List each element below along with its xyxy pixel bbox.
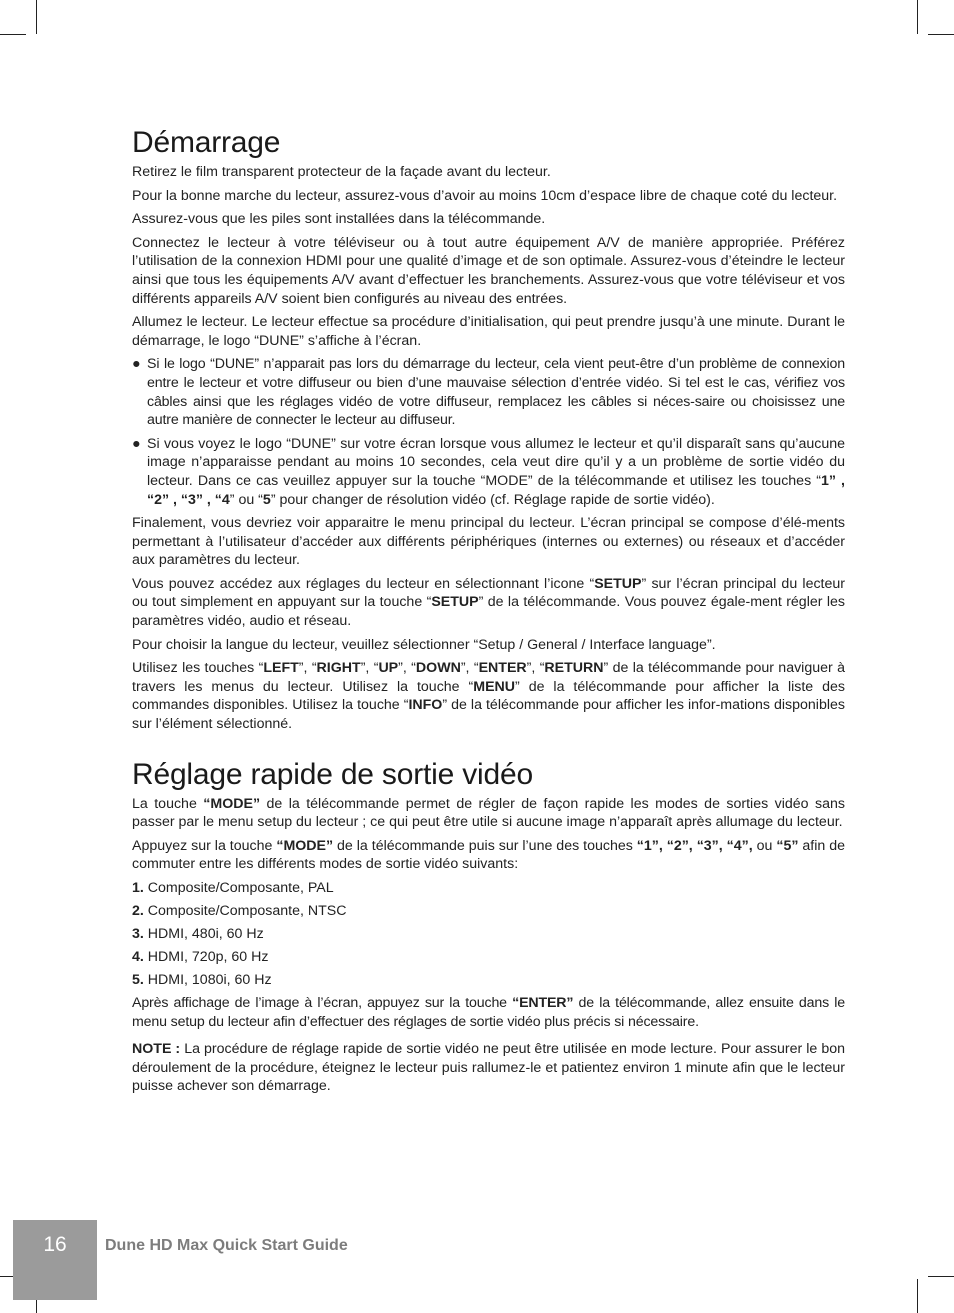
paragraph: Connectez le lecteur à votre téléviseur ou à tout autre équipement A/V de manière appropriée. Préférez l’utilisation de la connexion HDMI pour une qualité d’image et de son optimale. Assurez-vous d’éteindre le lecteur ainsi que tous les équipements A/V avant d’effectuer les branchements. Assurez-vous que votre téléviseur et vos différents appareils A/V soient bien configurés au niveau des entrées. (132, 234, 845, 307)
paragraph: Finalement, vous devriez voir apparaitre le menu principal du lecteur. L’écran principal se compose d’élé-ments permettant à l’utilisateur d’accéder aux différents périphériques (internes ou externes) ou réseaux et d’accéder aux paramètres du lecteur. (132, 515, 845, 569)
page-content (132, 124, 845, 1101)
text: Après affichage de l’image à l’écran, appuyez sur la touche (132, 994, 513, 1011)
section-title-reglage-video: Réglage rapide de sortie vidéo (132, 757, 533, 791)
mode-item-5 (132, 971, 845, 990)
paragraph: Pour choisir la langue du lecteur, veuillez sélectionner “Setup / General / Interface language”. (132, 636, 716, 653)
page-number: 16 (43, 1233, 67, 1256)
bullet-icon: ● (132, 356, 141, 373)
bullet-text: Si le logo “DUNE” n’apparait pas lors du démarrage du lecteur, cela vient peut-être d’un problème de connexion entre le lecteur et votre diffuseur ou bien d’une mauvaise sélection d’entrée vidéo. Si tel est le cas, vérifiez vos câbles ainsi que les réglages vidéo de votre diffuseur, remplacez les câbles si néces-saire ou choisissez une autre manière de connecter le lecteur au diffuseur. (147, 356, 845, 429)
separator: ”, “ (398, 660, 416, 677)
key-label: “ENTER” (512, 994, 574, 1011)
key-label: LEFT (263, 660, 299, 677)
crop-mark (928, 1276, 954, 1277)
key-label: 4 (221, 491, 230, 508)
mode-item-3 (132, 925, 845, 944)
key-label: 3 (188, 491, 196, 508)
separator: ”, “ (460, 660, 479, 677)
mode-label: HDMI, 1080i, 60 Hz (143, 971, 272, 988)
key-label: INFO (408, 697, 443, 714)
mode-item-2 (132, 902, 845, 921)
paragraph: Pour la bonne marche du lecteur, assurez-vous d’avoir au moins 10cm d’espace libre de chaque coté du lecteur. (132, 187, 838, 204)
bullet-item (132, 435, 845, 509)
text: ” de la télécommande pour naviguer à travers les menus du lecteur. Utilisez la touche “ (132, 660, 845, 695)
crop-mark (917, 0, 918, 34)
key-label: SETUP (431, 594, 479, 611)
key-label: RIGHT (316, 660, 361, 677)
separator: ”, “ (298, 660, 317, 677)
separator: ”, “ (360, 660, 379, 677)
key-label: “1”, “2”, “3”, “4”, (636, 837, 753, 854)
key-label: SETUP (594, 575, 642, 592)
note-label: NOTE : (132, 1041, 181, 1058)
page-number-box (13, 1220, 97, 1300)
text: de la télécommande puis sur l’une des touches (333, 837, 637, 854)
bullet-text: ” pour changer de résolution vidéo (cf. Réglage rapide de sortie vidéo). (270, 491, 715, 508)
mode-number: 5. (132, 971, 144, 988)
bullet-item (132, 355, 845, 429)
separator: ”, “ (526, 660, 545, 677)
separator: ” , “ (161, 491, 188, 508)
mode-number: 4. (132, 948, 144, 965)
text: de la télécommande, allez ensuite dans le menu setup du lecteur afin d’effectuer des réglages de sortie vidéo plus précis si nécessaire. (132, 994, 845, 1030)
mode-item-1 (132, 879, 845, 898)
text: ” sur l’écran principal du lecteur ou tout simplement en appuyant sur la touche “ (132, 575, 845, 611)
text: ” de la télécommande. Vous pouvez égale-ment régler les paramètres vidéo, audio et réseau. (132, 594, 845, 630)
paragraph (132, 837, 845, 874)
text: ” de la télécommande pour afficher les infor-mations disponibles sur l’élément sélectionné. (132, 697, 845, 733)
separator: ” ou “ (229, 491, 263, 508)
key-label: 2 (154, 491, 162, 508)
mode-number: 1. (132, 880, 144, 896)
bullet-icon: ● (132, 435, 141, 452)
text: de la télécommande permet de régler de façon rapide les modes de sorties vidéo sans passer par le menu setup du lecteur ; ce qui peut être utile si aucune image n’apparaît après allumage du lecteur. (132, 795, 845, 831)
key-label: 1 (820, 472, 829, 489)
key-label: “MODE” (203, 795, 261, 812)
text: Vous pouvez accédez aux réglages du lecteur en sélectionnant l’icone “ (132, 575, 595, 592)
key-label: “MODE” (276, 837, 334, 854)
separator: ” , “ (195, 491, 222, 508)
mode-item-4 (132, 948, 845, 967)
key-label: 5 (262, 491, 271, 508)
mode-label: Composite/Composante, NTSC (143, 902, 347, 919)
mode-label: Composite/Composante, PAL (143, 880, 334, 896)
text: ou (752, 837, 777, 854)
key-label: UP (378, 660, 399, 677)
key-label: MENU (473, 678, 516, 695)
paragraph (132, 575, 845, 631)
paragraph: Allumez le lecteur. Le lecteur effectue sa procédure d’initialisation, qui peut prendre jusqu’à une minute. Durant le démarrage, le logo “DUNE” s’affiche à l’écran. (132, 314, 845, 349)
note-text: La procédure de réglage rapide de sortie vidéo ne peut être utilisée en mode lecture. Pour assurer le bon déroulement de la procédure, éteignez le lecteur puis rallumez-le et patientez environ 1 minute afin que le lecteur puisse achever son démarrage. (132, 1041, 846, 1095)
footer-guide-title: Dune HD Max Quick Start Guide (105, 1237, 348, 1254)
key-label: “5” (776, 837, 799, 854)
crop-mark (928, 34, 954, 35)
text: La touche (132, 795, 204, 812)
text: afin de commuter entre les différents modes de sortie vidéo suivants: (132, 837, 845, 873)
crop-mark (36, 0, 37, 34)
key-label: ENTER (478, 660, 527, 677)
section-title-demarrage: Démarrage (132, 126, 281, 159)
paragraph: Retirez le film transparent protecteur de la façade avant du lecteur. (132, 164, 551, 180)
paragraph (132, 994, 845, 1031)
text: Utilisez les touches “ (132, 660, 264, 677)
text: Appuyez sur la touche (132, 837, 277, 854)
mode-label: HDMI, 480i, 60 Hz (143, 925, 264, 942)
separator: ” , “ (147, 472, 845, 508)
mode-number: 3. (132, 925, 144, 942)
text: ” de la télécommande pour afficher la liste des commandes disponibles. Utilisez la touche “ (132, 678, 845, 714)
paragraph (132, 659, 845, 733)
bullet-text: Si vous voyez le logo “DUNE” sur votre écran lorsque vous allumez le lecteur et qu’il disparaît sans qu’aucune image n’apparaisse pendant au moins 10 secondes, cela veut dire qu’il y a un problème de sortie vidéo du lecteur. Dans ce cas veuillez appuyer sur la touche “MODE” de la télécommande et utilisez les touches “ (147, 435, 845, 489)
note-paragraph (132, 1040, 845, 1096)
paragraph: Assurez-vous que les piles sont installées dans la télécommande. (132, 211, 546, 228)
crop-mark (917, 1279, 918, 1313)
crop-mark (0, 34, 26, 35)
key-label: DOWN (415, 660, 461, 677)
paragraph (132, 795, 845, 832)
mode-number: 2. (132, 902, 144, 919)
mode-label: HDMI, 720p, 60 Hz (143, 948, 269, 965)
key-label: RETURN (544, 660, 604, 677)
